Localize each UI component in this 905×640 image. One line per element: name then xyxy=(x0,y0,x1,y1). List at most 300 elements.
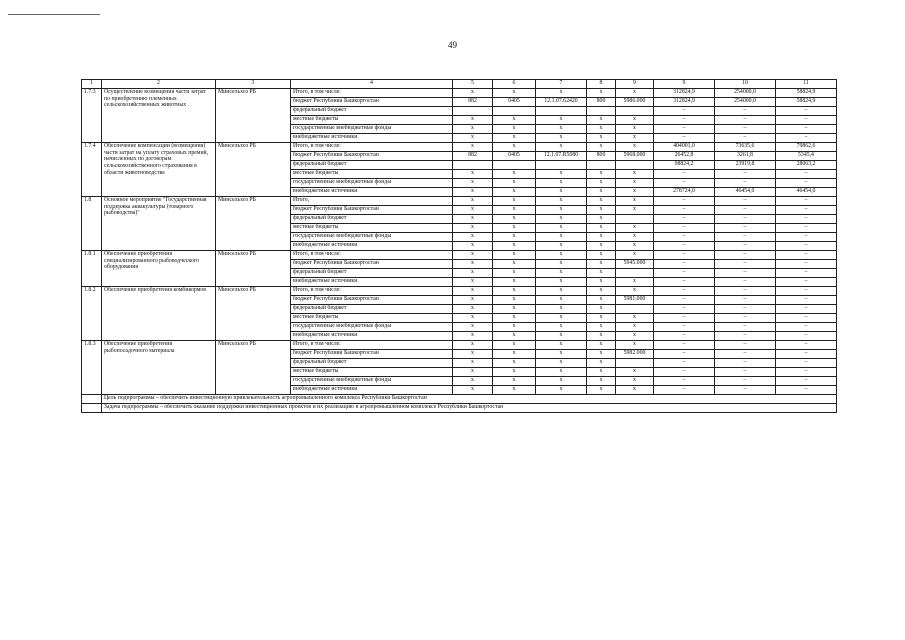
value-cell: – xyxy=(654,350,715,359)
funding-source: федеральный бюджет xyxy=(291,107,453,116)
value-cell: x xyxy=(587,260,616,269)
value-cell: x xyxy=(587,341,616,350)
value-cell: – xyxy=(776,224,837,233)
value-cell: x xyxy=(536,233,587,242)
header-cell: 8 xyxy=(587,80,616,89)
value-cell: x xyxy=(493,179,536,188)
value-cell: x xyxy=(536,296,587,305)
value-cell: x xyxy=(453,323,493,332)
activity-code: 1.8.3 xyxy=(82,341,102,395)
value-cell: x xyxy=(453,188,493,197)
value-cell: – xyxy=(715,278,776,287)
funding-source: местные бюджеты xyxy=(291,368,453,377)
value-cell: 404001,0 xyxy=(654,143,715,152)
value-cell: x xyxy=(587,125,616,134)
value-cell: 46454,0 xyxy=(715,188,776,197)
footer-row xyxy=(82,395,837,404)
value-cell: – xyxy=(715,377,776,386)
value-cell: 79862,6 xyxy=(776,143,837,152)
value-cell: – xyxy=(715,134,776,143)
value-cell: x xyxy=(587,377,616,386)
value-cell: – xyxy=(776,242,837,251)
funding-source: бюджет Республики Башкортостан xyxy=(291,260,453,269)
value-cell: x xyxy=(536,359,587,368)
value-cell: – xyxy=(715,323,776,332)
value-cell: x xyxy=(587,224,616,233)
activity-name: Обеспечение компенсации (возмещения) части затрат на уплату страховых премий, начисленных по договорам сельскохозяйственного страхования в области животноводства xyxy=(102,143,216,197)
responsible-executor: Минсельхоз РБ xyxy=(216,143,291,197)
value-cell: x xyxy=(493,305,536,314)
value-cell: 882 xyxy=(453,152,493,161)
value-cell: x xyxy=(587,116,616,125)
value-cell: – xyxy=(776,170,837,179)
funding-source: федеральный бюджет xyxy=(291,161,453,170)
value-cell: x xyxy=(493,89,536,98)
value-cell: x xyxy=(536,116,587,125)
value-cell: x xyxy=(493,197,536,206)
activity-code: 1.7.3 xyxy=(82,89,102,143)
value-cell: 0405 xyxy=(493,98,536,107)
value-cell: – xyxy=(654,323,715,332)
funding-source: государственные внебюджетные фонды xyxy=(291,125,453,134)
value-cell: – xyxy=(776,179,837,188)
funding-source: федеральный бюджет xyxy=(291,269,453,278)
value-cell: x xyxy=(536,386,587,395)
value-cell: – xyxy=(654,197,715,206)
funding-source: Итого, в том числе: xyxy=(291,143,453,152)
value-cell: 0405 xyxy=(493,152,536,161)
value-cell: – xyxy=(715,332,776,341)
value-cell: – xyxy=(715,224,776,233)
funding-source: местные бюджеты xyxy=(291,116,453,125)
value-cell: x xyxy=(616,224,654,233)
activity-code: 1.7.4 xyxy=(82,143,102,197)
value-cell: x xyxy=(616,125,654,134)
value-cell: 46454,0 xyxy=(776,188,837,197)
value-cell: x xyxy=(493,125,536,134)
value-cell: x xyxy=(536,278,587,287)
value-cell: x xyxy=(453,269,493,278)
value-cell: x xyxy=(536,179,587,188)
value-cell: x xyxy=(616,323,654,332)
value-cell: x xyxy=(587,278,616,287)
value-cell: – xyxy=(776,305,837,314)
value-cell: x xyxy=(453,143,493,152)
responsible-executor: Минсельхоз РБ xyxy=(216,341,291,395)
value-cell: x xyxy=(587,269,616,278)
header-cell: 11 xyxy=(776,80,837,89)
value-cell: – xyxy=(654,233,715,242)
value-cell: x xyxy=(536,215,587,224)
value-cell: x xyxy=(453,260,493,269)
value-cell: – xyxy=(715,359,776,368)
value-cell: x xyxy=(587,251,616,260)
value-cell: x xyxy=(616,368,654,377)
budget-table xyxy=(81,79,837,413)
value-cell: 254000,0 xyxy=(715,89,776,98)
value-cell: x xyxy=(493,206,536,215)
value-cell: – xyxy=(776,296,837,305)
value-cell: – xyxy=(715,386,776,395)
value-cell: x xyxy=(616,377,654,386)
value-cell: – xyxy=(715,341,776,350)
funding-source: государственные внебюджетные фонды xyxy=(291,179,453,188)
value-cell: x xyxy=(616,386,654,395)
value-cell: – xyxy=(654,206,715,215)
funding-source: внебюджетные источники xyxy=(291,386,453,395)
value-cell: x xyxy=(493,269,536,278)
value-cell: – xyxy=(715,296,776,305)
value-cell: x xyxy=(493,278,536,287)
value-cell: x xyxy=(587,134,616,143)
value-cell: – xyxy=(776,116,837,125)
value-cell: x xyxy=(616,116,654,125)
responsible-executor: Минсельхоз РБ xyxy=(216,251,291,287)
value-cell: x xyxy=(493,116,536,125)
value-cell: x xyxy=(493,341,536,350)
value-cell: – xyxy=(776,314,837,323)
value-cell: x xyxy=(493,215,536,224)
value-cell: x xyxy=(493,323,536,332)
value-cell: – xyxy=(654,386,715,395)
value-cell: x xyxy=(616,170,654,179)
value-cell: x xyxy=(453,368,493,377)
value-cell: x xyxy=(453,125,493,134)
value-cell: x xyxy=(536,350,587,359)
value-cell: – xyxy=(776,278,837,287)
value-cell: – xyxy=(715,170,776,179)
value-cell: x xyxy=(536,305,587,314)
value-cell: – xyxy=(654,251,715,260)
value-cell: x xyxy=(616,89,654,98)
value-cell: x xyxy=(616,233,654,242)
value-cell: – xyxy=(654,368,715,377)
table-row xyxy=(82,287,837,296)
value-cell: – xyxy=(776,260,837,269)
header-cell: 4 xyxy=(291,80,453,89)
value-cell: x xyxy=(536,89,587,98)
value-cell xyxy=(536,161,587,170)
value-cell: x xyxy=(453,116,493,125)
value-cell: x xyxy=(453,170,493,179)
value-cell xyxy=(587,161,616,170)
value-cell: x xyxy=(587,350,616,359)
value-cell: – xyxy=(654,287,715,296)
funding-source: внебюджетные источники xyxy=(291,188,453,197)
value-cell: 5945.000 xyxy=(616,260,654,269)
value-cell: x xyxy=(616,197,654,206)
value-cell: x xyxy=(493,296,536,305)
header-cell: 6 xyxy=(493,80,536,89)
value-cell: – xyxy=(776,359,837,368)
value-cell: – xyxy=(654,125,715,134)
funding-source: государственные внебюджетные фонды xyxy=(291,233,453,242)
value-cell: – xyxy=(654,377,715,386)
value-cell: x xyxy=(493,287,536,296)
value-cell: x xyxy=(587,215,616,224)
value-cell: 882 xyxy=(453,98,493,107)
value-cell: x xyxy=(493,314,536,323)
value-cell: x xyxy=(453,377,493,386)
footer-row xyxy=(82,404,837,413)
funding-source: местные бюджеты xyxy=(291,170,453,179)
value-cell: 278724,0 xyxy=(654,188,715,197)
value-cell: x xyxy=(587,143,616,152)
value-cell: x xyxy=(493,233,536,242)
value-cell: x xyxy=(587,233,616,242)
funding-source: Итого, в том числе: xyxy=(291,341,453,350)
value-cell: x xyxy=(453,206,493,215)
value-cell: x xyxy=(453,287,493,296)
value-cell xyxy=(616,107,654,116)
value-cell: x xyxy=(536,323,587,332)
value-cell: x xyxy=(536,197,587,206)
value-cell: – xyxy=(776,107,837,116)
value-cell: – xyxy=(715,116,776,125)
value-cell: x xyxy=(453,332,493,341)
value-cell: – xyxy=(715,206,776,215)
value-cell: 5981.000 xyxy=(616,296,654,305)
value-cell: – xyxy=(715,305,776,314)
value-cell xyxy=(616,359,654,368)
value-cell: x xyxy=(493,188,536,197)
page-number: 49 xyxy=(448,40,457,50)
value-cell: – xyxy=(654,242,715,251)
funding-source: местные бюджеты xyxy=(291,224,453,233)
value-cell: – xyxy=(776,350,837,359)
value-cell: x xyxy=(587,368,616,377)
header-cell: 2 xyxy=(102,80,216,89)
value-cell: – xyxy=(715,260,776,269)
value-cell: x xyxy=(493,359,536,368)
value-cell: – xyxy=(776,332,837,341)
value-cell: x xyxy=(587,359,616,368)
value-cell: – xyxy=(776,323,837,332)
value-cell: x xyxy=(453,134,493,143)
value-cell xyxy=(536,107,587,116)
value-cell: – xyxy=(715,287,776,296)
value-cell: x xyxy=(587,89,616,98)
value-cell: – xyxy=(776,269,837,278)
value-cell: x xyxy=(493,350,536,359)
value-cell: x xyxy=(453,197,493,206)
value-cell: x xyxy=(453,341,493,350)
funding-source: Итого, в том числе: xyxy=(291,251,453,260)
value-cell: – xyxy=(654,107,715,116)
footer-blank xyxy=(82,395,102,404)
footer-blank xyxy=(82,404,102,413)
value-cell: – xyxy=(715,125,776,134)
value-cell: – xyxy=(776,215,837,224)
value-cell: x xyxy=(493,224,536,233)
value-cell: x xyxy=(453,305,493,314)
value-cell: x xyxy=(616,278,654,287)
value-cell: – xyxy=(654,170,715,179)
table-row xyxy=(82,89,837,98)
funding-source: Итого, в том числе: xyxy=(291,287,453,296)
value-cell: x xyxy=(493,386,536,395)
value-cell: – xyxy=(776,134,837,143)
value-cell: – xyxy=(776,386,837,395)
header-cell: 1 xyxy=(82,80,102,89)
value-cell xyxy=(493,107,536,116)
value-cell: x xyxy=(493,143,536,152)
value-cell: – xyxy=(776,287,837,296)
value-cell: – xyxy=(654,278,715,287)
value-cell: 58824,9 xyxy=(776,89,837,98)
value-cell xyxy=(616,305,654,314)
value-cell: x xyxy=(587,305,616,314)
header-cell: 3 xyxy=(216,80,291,89)
value-cell: – xyxy=(654,314,715,323)
value-cell: – xyxy=(654,215,715,224)
value-cell: x xyxy=(587,386,616,395)
value-cell: x xyxy=(493,251,536,260)
value-cell: – xyxy=(715,242,776,251)
value-cell: – xyxy=(776,233,837,242)
value-cell: – xyxy=(715,179,776,188)
subprogram-goal: Цель подпрограммы – обеспечить инвестиционную привлекательность агропромышленного комплекса Республики Башкортостан xyxy=(102,395,837,404)
value-cell: – xyxy=(715,350,776,359)
value-cell xyxy=(453,107,493,116)
value-cell: x xyxy=(493,260,536,269)
value-cell: 312824,9 xyxy=(654,89,715,98)
funding-source: бюджет Республики Башкортостан xyxy=(291,152,453,161)
value-cell: x xyxy=(536,224,587,233)
value-cell: x xyxy=(493,170,536,179)
value-cell: x xyxy=(536,251,587,260)
value-cell: – xyxy=(715,215,776,224)
value-cell: x xyxy=(587,206,616,215)
value-cell: x xyxy=(587,332,616,341)
table-row xyxy=(82,197,837,206)
value-cell: x xyxy=(453,89,493,98)
value-cell: x xyxy=(536,341,587,350)
funding-source: федеральный бюджет xyxy=(291,359,453,368)
value-cell xyxy=(587,107,616,116)
value-cell: x xyxy=(536,287,587,296)
value-cell: x xyxy=(587,179,616,188)
funding-source: Итого, xyxy=(291,197,453,206)
value-cell: 12.1.07.62420 xyxy=(536,98,587,107)
header-cell: 7 xyxy=(536,80,587,89)
value-cell: x xyxy=(493,377,536,386)
funding-source: бюджет Республики Башкортостан xyxy=(291,296,453,305)
value-cell: x xyxy=(536,134,587,143)
value-cell: 312824,9 xyxy=(654,98,715,107)
value-cell: x xyxy=(616,314,654,323)
value-cell: x xyxy=(616,188,654,197)
value-cell: – xyxy=(715,233,776,242)
value-cell: 28063,2 xyxy=(776,161,837,170)
value-cell: 5345,4 xyxy=(776,152,837,161)
value-cell: – xyxy=(776,377,837,386)
value-cell: x xyxy=(587,314,616,323)
value-cell: x xyxy=(453,278,493,287)
value-cell: x xyxy=(616,341,654,350)
value-cell: – xyxy=(654,269,715,278)
funding-source: внебюджетные источники xyxy=(291,278,453,287)
value-cell: x xyxy=(587,242,616,251)
funding-source: государственные внебюджетные фонды xyxy=(291,377,453,386)
value-cell: 12.1.07.R5080 xyxy=(536,152,587,161)
value-cell: x xyxy=(536,260,587,269)
value-cell: x xyxy=(587,188,616,197)
value-cell: x xyxy=(536,242,587,251)
value-cell: – xyxy=(654,116,715,125)
value-cell: x xyxy=(453,359,493,368)
value-cell: x xyxy=(453,386,493,395)
table-row xyxy=(82,341,837,350)
value-cell: x xyxy=(587,296,616,305)
value-cell: 5986.000 xyxy=(616,98,654,107)
value-cell: 23919,8 xyxy=(715,161,776,170)
funding-source: внебюджетные источники xyxy=(291,134,453,143)
responsible-executor: Минсельхоз РБ xyxy=(216,89,291,143)
value-cell: x xyxy=(616,242,654,251)
value-cell: 254000,0 xyxy=(715,98,776,107)
value-cell: – xyxy=(776,251,837,260)
funding-source: местные бюджеты xyxy=(291,314,453,323)
value-cell: – xyxy=(715,314,776,323)
value-cell: 73635,6 xyxy=(715,143,776,152)
funding-source: федеральный бюджет xyxy=(291,215,453,224)
table-row xyxy=(82,143,837,152)
activity-code: 1.8 xyxy=(82,197,102,251)
value-cell: x xyxy=(493,368,536,377)
value-cell: – xyxy=(715,251,776,260)
value-cell: x xyxy=(536,269,587,278)
value-cell: x xyxy=(493,134,536,143)
value-cell: x xyxy=(587,323,616,332)
funding-source: внебюджетные источники xyxy=(291,242,453,251)
header-cell: 9 xyxy=(654,80,715,89)
value-cell: x xyxy=(453,242,493,251)
value-cell: – xyxy=(776,125,837,134)
responsible-executor: Минсельхоз РБ xyxy=(216,287,291,341)
value-cell: x xyxy=(616,251,654,260)
value-cell: x xyxy=(616,287,654,296)
value-cell: – xyxy=(654,179,715,188)
value-cell: x xyxy=(453,233,493,242)
value-cell: – xyxy=(654,224,715,233)
value-cell: – xyxy=(715,197,776,206)
value-cell: 5968.000 xyxy=(616,152,654,161)
value-cell: – xyxy=(654,305,715,314)
value-cell: x xyxy=(536,188,587,197)
value-cell: – xyxy=(776,197,837,206)
activity-name: Обеспечение приобретения комбикормов xyxy=(102,287,216,341)
value-cell: x xyxy=(616,179,654,188)
value-cell: x xyxy=(536,143,587,152)
value-cell: x xyxy=(536,206,587,215)
activity-name: Осуществление возмещения части затрат по приобретению племенных сельскохозяйственных животных xyxy=(102,89,216,143)
activity-name: Основное мероприятие "Государственная поддержка аквакультуры (товарного рыбоводства)" xyxy=(102,197,216,251)
responsible-executor: Минсельхоз РБ xyxy=(216,197,291,251)
header-cell: 10 xyxy=(715,80,776,89)
value-cell: 98824,2 xyxy=(654,161,715,170)
header-rule xyxy=(8,14,100,15)
value-cell: 800 xyxy=(587,98,616,107)
value-cell: x xyxy=(453,179,493,188)
value-cell: 3261,8 xyxy=(715,152,776,161)
value-cell: x xyxy=(616,332,654,341)
value-cell: x xyxy=(587,170,616,179)
value-cell xyxy=(616,269,654,278)
value-cell: 58824,9 xyxy=(776,98,837,107)
value-cell: x xyxy=(536,368,587,377)
value-cell: 26452,8 xyxy=(654,152,715,161)
